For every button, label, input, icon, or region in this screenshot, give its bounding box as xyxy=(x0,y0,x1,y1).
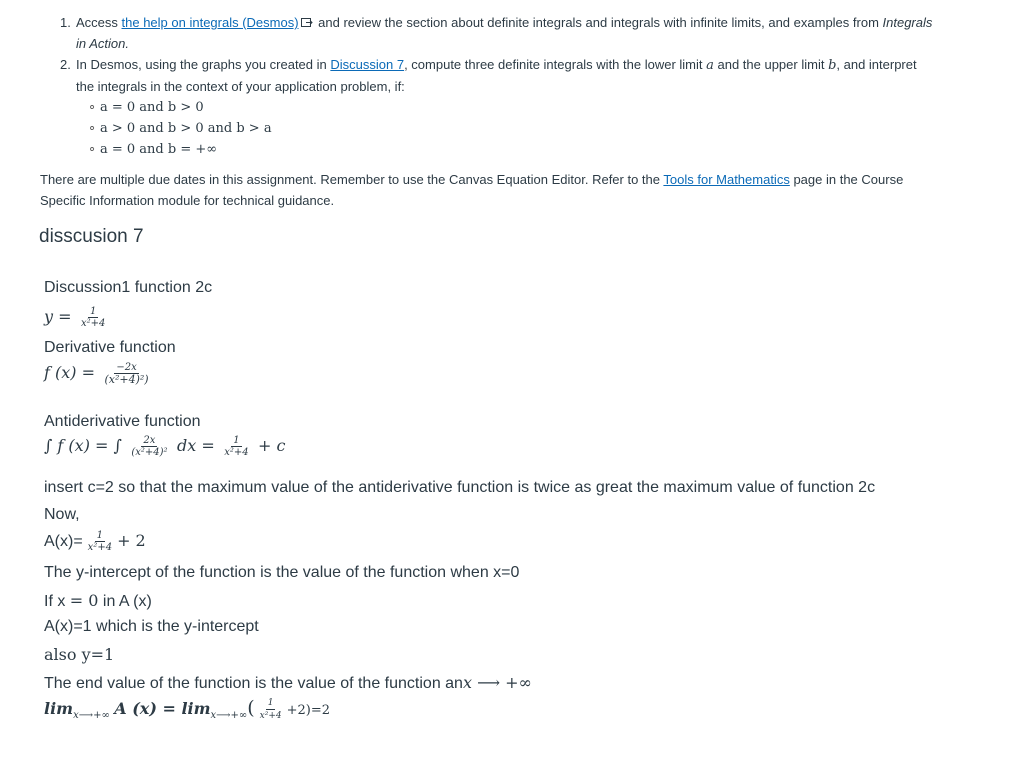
bullet-icon: ∘ xyxy=(88,99,97,114)
fraction: $\frac{2x}{\text{(x²+4)²}}$ xyxy=(131,435,168,458)
post-heading: disscusion 7 xyxy=(39,226,144,247)
also-y-text: also y=1 xyxy=(44,645,115,664)
fraction: $\frac{1}{\text{x²+4}}$ xyxy=(87,530,113,553)
desmos-integrals-help-link[interactable]: the help on integrals (Desmos) xyxy=(121,15,299,30)
bullet-icon: ∘ xyxy=(88,120,97,135)
fraction: $\frac{1}{\text{x²+4}}$ xyxy=(224,435,249,458)
fraction: $\frac{1}{\text{x²+4}}$ xyxy=(80,306,106,329)
step-number: 1. xyxy=(60,15,71,30)
now-text: Now, xyxy=(44,506,80,523)
y-intercept-text: The y-intercept of the function is the value of the function when x=0 xyxy=(44,564,520,581)
tools-for-mathematics-link[interactable]: Tools for Mathematics xyxy=(663,172,790,187)
y-definition: y = $\frac{1}{\text{x²+4}}$ xyxy=(44,306,106,329)
fraction: $\frac{1}{\text{x²+4}}$ xyxy=(259,697,282,721)
a-x-equals-one-text: A(x)=1 which is the y-intercept xyxy=(44,618,259,635)
discussion-7-link[interactable]: Discussion 7 xyxy=(330,57,405,72)
external-link-icon xyxy=(301,18,313,28)
derivative-equation: f (x) = $\frac{-2x}{\text{(x²+4)²)}}$ xyxy=(44,362,149,386)
condition-bullet: ∘ a = 0 and b = +∞ xyxy=(88,138,217,160)
insert-constant-text: insert c=2 so that the maximum value of the antiderivative function is twice as great the maximum value of function 2c xyxy=(44,479,876,496)
antiderivative-label: Antiderivative function xyxy=(44,413,201,430)
if-x-text: If x = 0 in A (x) xyxy=(44,591,152,610)
end-value-text: The end value of the function is the value of the function anx ⟶ +∞ xyxy=(44,673,532,692)
condition-bullet: ∘ a > 0 and b > 0 and b > a xyxy=(88,117,272,139)
due-dates-note: There are multiple due dates in this assignment. Remember to use the Canvas Equation Editor. Refer to the Tools for Mathematics page in the Course Specific Information module for technical guidance. xyxy=(40,172,904,208)
fraction: $\frac{-2x}{\text{(x²+4)²)}}$ xyxy=(104,362,149,386)
antiderivative-equation: ∫ f (x) = ∫ $\frac{2x}{\text{(x²+4)²}}$ dx = $\frac{1}{\text{x²+4}}$ + c xyxy=(44,435,286,458)
derivative-label: Derivative function xyxy=(44,339,176,356)
bullet-icon: ∘ xyxy=(88,141,97,156)
limit-equation: $\lim_{x⟶+\infty} A$ $(x) = \lim_{x⟶+\infty}$( $\frac{1}{\text{x²+4}}$ +2)=2 xyxy=(44,697,330,722)
condition-bullet: ∘ a = 0 and b > 0 xyxy=(88,96,204,118)
post-title: Discussion1 function 2c xyxy=(44,279,213,296)
a-of-x-equation: A(x)= $\frac{1}{\text{x²+4}}$ + 2 xyxy=(44,530,146,553)
step-number: 2. xyxy=(60,57,71,72)
